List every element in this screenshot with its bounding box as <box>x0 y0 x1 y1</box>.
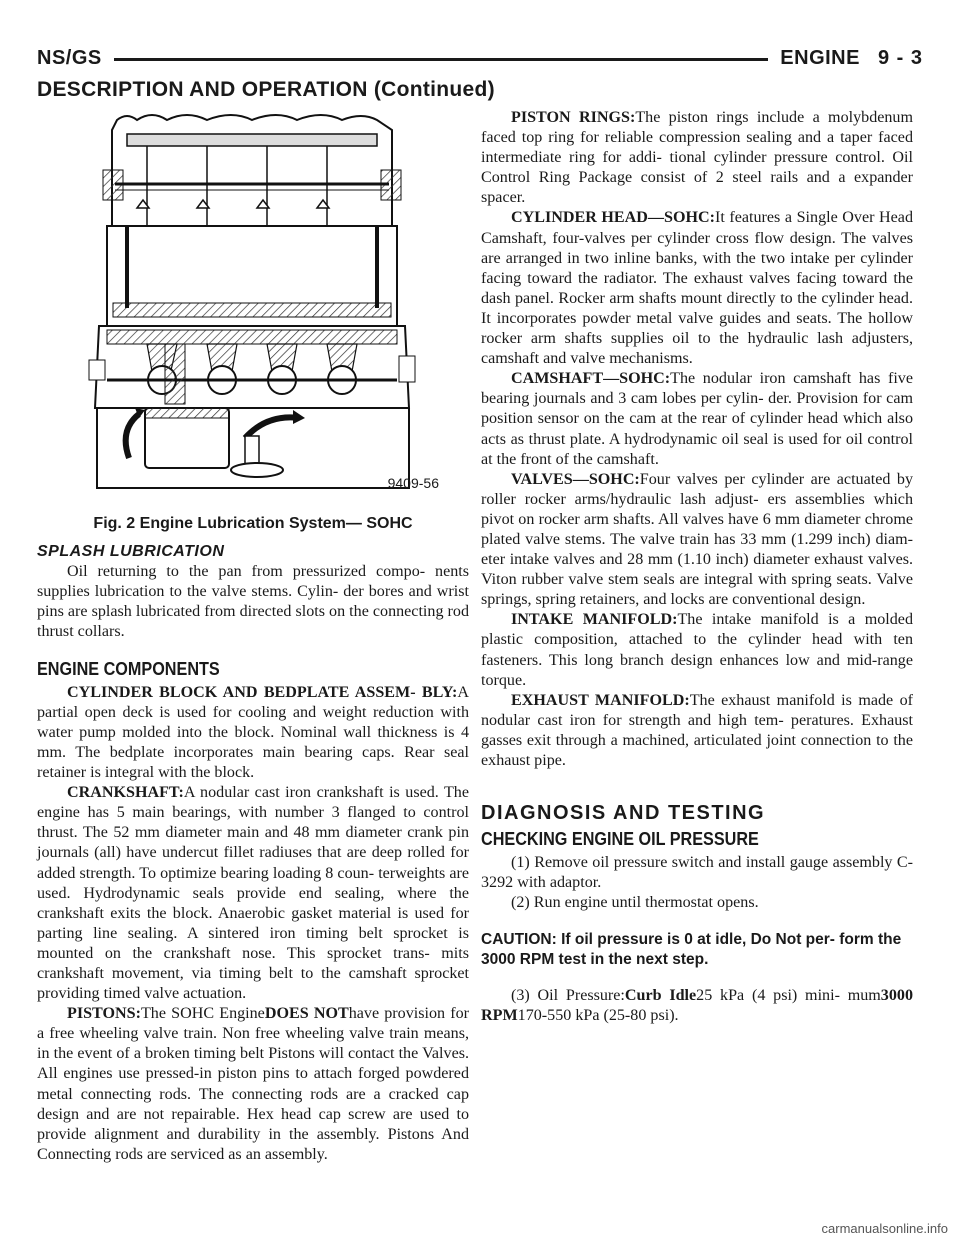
splash-heading: SPLASH LUBRICATION <box>37 543 225 561</box>
camshaft-label: CAMSHAFT—SOHC: <box>511 370 671 388</box>
page-header <box>37 44 923 72</box>
step-3: (3) Oil Pressure:Curb Idle25 kPa (4 psi) mini- mum3000 RPM170-550 kPa (25-80 psi). <box>481 986 913 1024</box>
crankshaft-label: CRANKSHAFT: <box>67 784 184 802</box>
watermark: carmanualsonline.info <box>821 1221 948 1236</box>
intake-label: INTAKE MANIFOLD: <box>511 611 678 629</box>
figure-id: 9409-56 <box>387 475 439 491</box>
section-title: DESCRIPTION AND OPERATION (Continued) <box>37 78 495 101</box>
oil-pressure-heading: CHECKING ENGINE OIL PRESSURE <box>481 829 759 850</box>
valves-paragraph: VALVES—SOHC:Four valves per cylinder are actuated by roller rocker arms/hydraulic lash adjust- ers assemblies which pivot on rocker arm shafts. All valves have 6 mm diameter chrome plated valve stems. The valve train has 33 mm (1.299 inch) diam- eter intake valves and 28 mm (1.10 inch) diameter exhaust valves. Viton rubber valve stem seals are integral with spring seats. Valve springs, spring retainers, and locks are conventional design. <box>481 470 913 609</box>
pistons-label: PISTONS: <box>67 1005 141 1023</box>
exhaust-label: EXHAUST MANIFOLD: <box>511 691 690 709</box>
rings-paragraph: PISTON RINGS:The piston rings include a molybdenum faced top ring for reliable compression sealing and a taper faced intermediate ring for addi- tional cylinder pressure control. Oil Control Ring Package consist of 2 steel rails and a expander spacer. <box>481 109 913 207</box>
camshaft-paragraph: CAMSHAFT—SOHC:The nodular iron camshaft has five bearing journals and 3 cam lobes per cylin- der. Provision for cam position sensor on the cam at the rear of cylinder head which also acts as thrust plate. A hydrodynamic oil seal is used for oil control at the front of the camshaft. <box>481 370 913 468</box>
block-paragraph: CYLINDER BLOCK AND BEDPLATE ASSEM- BLY:A partial open deck is used for cooling and weight reduction with water pump molded into the block. Nominal wall thickness is 4 mm. The bedplate incorporates main bearing caps. Rear seal retainer is integral with the block. <box>37 683 469 782</box>
model-code: NS/GS <box>37 46 102 69</box>
engine-lubrication-diagram <box>37 108 469 508</box>
step-1: (1) Remove oil pressure switch and install gauge assembly C-3292 with adaptor. <box>481 854 913 892</box>
chapter-title: ENGINE <box>780 46 860 69</box>
caution-note: CAUTION: If oil pressure is 0 at idle, Do Not per- form the 3000 RPM test in the next step. <box>481 930 902 968</box>
valves-label: VALVES—SOHC: <box>511 470 640 488</box>
intake-paragraph: INTAKE MANIFOLD:The intake manifold is a molded plastic composition, attached to the cylinder head with ten fasteners. This long branch design enhances low and mid-range torque. <box>481 611 913 689</box>
header-rule <box>114 58 769 61</box>
rings-label: PISTON RINGS: <box>511 109 636 126</box>
components-heading: ENGINE COMPONENTS <box>37 658 220 679</box>
figure-caption: Fig. 2 Engine Lubrication System— SOHC <box>93 515 413 532</box>
rpm-label: 3000 RPM <box>481 986 913 1024</box>
diagnosis-heading: DIAGNOSIS AND TESTING <box>481 802 766 825</box>
head-label: CYLINDER HEAD—SOHC: <box>511 209 715 227</box>
page-number: 9 - 3 <box>877 46 923 69</box>
splash-text: Oil returning to the pan from pressurized compo- nents supplies lubrication to the valve stems. Cylin- der bores and wrist pins are splash lubricated from directed slots on the connecting rod thrust collars. <box>37 563 469 641</box>
left-column <box>37 108 469 1165</box>
engine-lubrication-figure <box>37 108 469 508</box>
exhaust-paragraph: EXHAUST MANIFOLD:The exhaust manifold is made of nodular cast iron for strength and high tem- peratures. Exhaust gasses exit through a machined, articulated joint connection to the exhaust pipe. <box>481 691 913 769</box>
curb-idle-label: Curb Idle <box>624 986 697 1004</box>
pistons-emphasis: DOES NOT <box>264 1005 349 1023</box>
step-2: (2) Run engine until thermostat opens. <box>511 894 759 912</box>
block-label: CYLINDER BLOCK AND BEDPLATE ASSEM- BLY: <box>67 683 458 701</box>
crankshaft-paragraph: CRANKSHAFT:A nodular cast iron crankshaft is used. The engine has 5 main bearings, with number 3 flanged to control thrust. The 52 mm diameter main and 48 mm diameter crank pin journals (all) have undercut fillet radiuses that are deep rolled for added strength. To optimize bearing loading 8 coun- terweights are used. Hydrodynamic seals provide end sealing, where the crankshaft exits the block. Anaerobic gasket material is used for parting line sealing. A sintered iron timing belt sprocket is mounted on the crankshaft nose. This sprocket trans- mits crankshaft movement, via timing belt to the camshaft sprocket providing timed valve actuation. <box>37 784 469 1003</box>
pistons-paragraph: PISTONS:The SOHC EngineDOES NOThave provision for a free wheeling valve train. Non free wheeling valve train means, in the event of a broken timing belt Pistons will contact the Valves. All engines use pressed-in piston pins to attach forged powdered metal connecting rods. The connecting rods are a cracked cap design and are not repairable. Hex head cap screw are used to provide alignment and durability in the assembly. Pistons And Connecting rods are serviced as an assembly. <box>37 1005 469 1163</box>
right-column <box>481 108 913 1026</box>
head-paragraph: CYLINDER HEAD—SOHC:It features a Single Over Head Camshaft, four-valves per cylinder cross flow design. The valves are arranged in two inline banks, with the two intake per cylinder facing toward the radiator. The exhaust valves facing toward the dash panel. Rocker arm shafts mount directly to the cylinder head. It incorporates powder metal valve guides and seats. The hollow rocker arm shafts supplies oil to the hydraulic lash adjusters, camshaft and valve mechanisms. <box>481 209 913 368</box>
